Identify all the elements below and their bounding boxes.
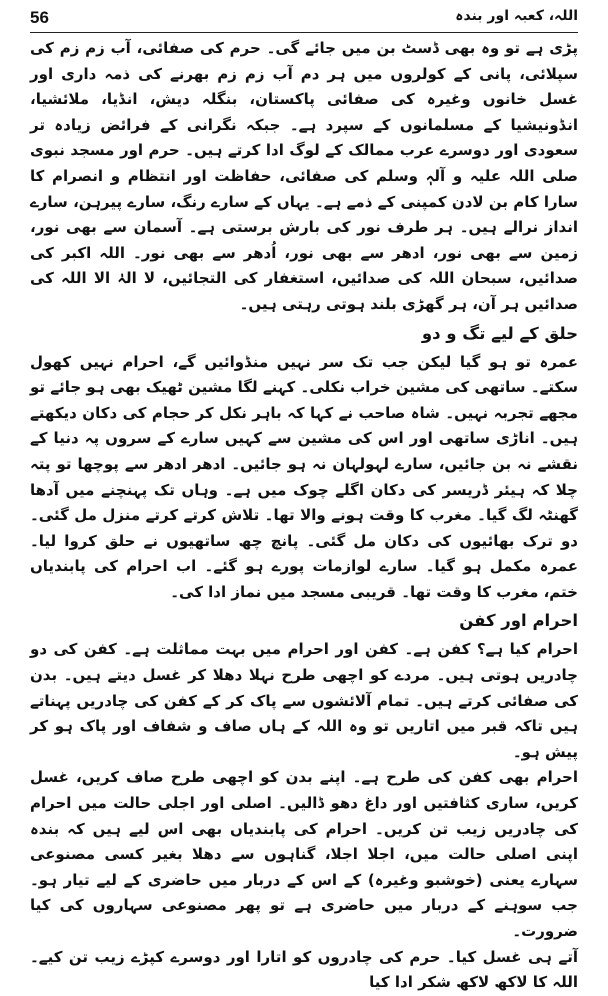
- running-title: اللہ، کعبہ اور بندہ: [455, 8, 578, 24]
- section-heading-ihram-kafan: احرام اور کفن: [459, 611, 578, 631]
- page-number: 56: [30, 8, 49, 27]
- page-body: [30, 36, 578, 996]
- paragraph: عمرہ تو ہو گیا لیکن جب تک سر نہیں منڈوائیں گے، احرام نہیں کھول سکتے۔ ساتھی کی مشین خراب نکلی۔ کہنے لگا مشین ٹھیک بھی ہو جائے تو مجھے تجربہ نہیں۔ شاہ صاحب نے کہا کہ باہر نکل کر حجام کی دکان دیکھتے ہیں۔ اناڑی ساتھی اور اس کی مشین سے کہیں سارے کے سروں پہ دنیا کے نقشے نہ بن جائیں، سارے لہولہان نہ ہو جائیں۔ ادھر ادھر سے پوچھا تو پتہ چلا کہ ہیئر ڈریسر کی دکان اگلے چوک میں ہے۔ وہاں تک پہنچنے میں آدھا گھنٹہ لگ گیا۔ مغرب کا وقت ہونے والا تھا۔ تلاش کرتے کرتے منزل مل گئی۔ دو ترک بھائیوں کی دکان مل گئی۔ پانچ چھ ساتھیوں نے حلق کروا لیا۔ عمرہ مکمل ہو گیا۔ سارے لوازمات پورے ہو گئے۔ اب احرام کی پابندیاں ختم، مغرب کا وقت تھا۔ قریبی مسجد میں نماز ادا کی۔: [30, 352, 578, 601]
- section-heading-halq: حلق کے لیے تگ و دو: [421, 323, 578, 343]
- page-header: [30, 8, 578, 30]
- header-rule: [30, 32, 578, 33]
- paragraph: پڑی ہے تو وہ بھی ڈسٹ بن میں جائے گی۔ حرم کی صفائی، آب زم زم کی سپلائی، پانی کے کولروں میں ہر دم آب زم زم بھرنے کی ذمہ داری اور غسل خانوں وغیرہ کی صفائی پاکستان، بنگلہ دیش، انڈیا، ملائشیا، انڈونیشیا کے مسلمانوں کے سپرد ہے۔ جبکہ نگرانی کے فرائض زیادہ تر سعودی اور دوسرے عرب ممالک کے لوگ ادا کرتے ہیں۔ حرم اور مسجد نبوی صلی اللہ علیہ و آلہٖ وسلم کی صفائی، حفاظت اور انتظام و انصرام کا سارا کام بن لادن کمپنی کے ذمے ہے۔ یہاں کے سارے رنگ، سارے پیرہن، سارے انداز نرالے ہیں۔ ہر طرف نور کی بارش برستی ہے۔ آسمان سے بھی نور، زمین سے بھی نور، ادھر سے بھی نور، اُدھر سے بھی نور۔ اللہ اکبر کی صدائیں، سبحان اللہ کی صدائیں، استغفار کی التجائیں، لا الہٰ الا اللہ کی صدائیں ہر آن، ہر گھڑی بلند ہوتی رہتی ہیں۔: [30, 39, 578, 313]
- paragraph: احرام بھی کفن کی طرح ہے۔ اپنے بدن کو اچھی طرح صاف کریں، غسل کریں، ساری کثافتیں اور داغ دھو ڈالیں۔ اصلی اور اجلی حالت میں احرام کی چادریں زیب تن کریں۔ احرام کی پابندیاں بھی اس لیے ہیں کہ بندہ اپنی اصلی حالت میں، اجلا اجلا، گناہوں سے دھلا بغیر کسی مصنوعی سہارے یعنی (خوشبو وغیرہ) کے اس کے دربار میں حاضری کے لیے تیار ہو۔ جب سوہنے کے دربار میں حاضری ہے تو پھر مصنوعی سہاروں کی کیا ضرورت۔: [30, 768, 578, 940]
- paragraph: آتے ہی غسل کیا۔ حرم کی چادروں کو اتارا اور دوسرے کپڑے زیب تن کیے۔ اللہ کا لاکھ لاکھ شکر ادا کیا: [30, 947, 578, 992]
- paragraph: احرام کیا ہے؟ کفن ہے۔ کفن اور احرام میں بہت مماثلت ہے۔ کفن کی دو چادریں ہوتی ہیں۔ مردے کو اچھی طرح نہلا دھلا کر غسل دیتے ہیں۔ بدن کی صفائی کرتے ہیں۔ تمام آلائشوں سے پاک کر کے کفن کی چادریں پہناتے ہیں تاکہ قبر میں اتاریں تو وہ اللہ کے ہاں صاف و شفاف اور پاک ہو کر پیش ہو۔: [30, 640, 578, 761]
